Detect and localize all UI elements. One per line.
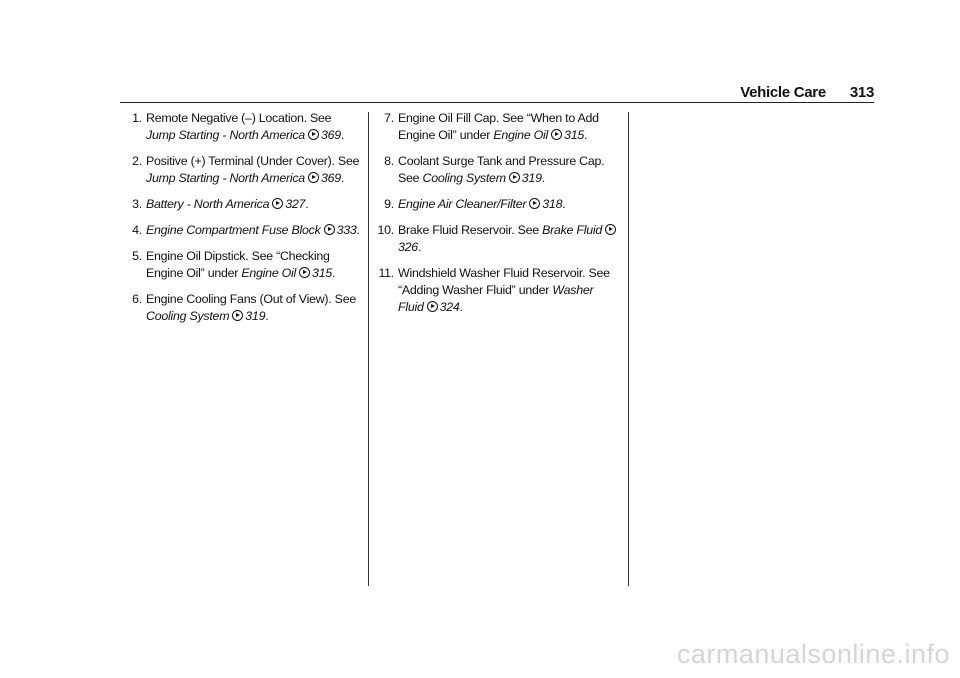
page-reference[interactable]: 327 — [285, 197, 306, 211]
page-reference[interactable]: 324 — [439, 300, 460, 314]
page-header — [0, 84, 874, 101]
item-number: 11. — [378, 266, 394, 280]
item-number: 2. — [132, 154, 142, 168]
page-reference[interactable]: 369 — [320, 128, 341, 142]
cross-reference-link[interactable]: Jump Starting - North America — [146, 171, 305, 185]
page-reference[interactable]: 319 — [521, 171, 542, 185]
list-item — [126, 248, 362, 282]
header-rule — [120, 102, 874, 103]
item-punct: . — [541, 171, 545, 185]
watermark — [0, 639, 960, 670]
item-text: Remote Negative (–) Location. See — [146, 111, 332, 125]
item-number: 9. — [384, 197, 394, 211]
cross-reference-link[interactable]: Washer Fluid — [398, 283, 594, 314]
middle-column — [372, 110, 622, 325]
page-reference-icon — [551, 129, 562, 140]
list-item — [372, 265, 622, 316]
list-item — [126, 110, 362, 144]
page-reference[interactable]: 333 — [336, 223, 357, 237]
item-punct: . — [340, 171, 345, 185]
section-title: Vehicle Care — [740, 84, 826, 101]
page-reference[interactable]: 326 — [398, 240, 418, 254]
cross-reference-link[interactable]: Jump Starting - North America — [146, 128, 305, 142]
item-number: 4. — [132, 223, 142, 237]
item-number: 6. — [132, 292, 142, 306]
cross-reference-link[interactable]: Cooling System — [422, 171, 506, 185]
item-punct: . — [459, 300, 463, 314]
page-reference-icon — [509, 172, 520, 183]
page-reference-icon — [529, 198, 540, 209]
page-reference-icon — [232, 310, 243, 321]
page-reference-icon — [605, 224, 616, 235]
item-number: 1. — [132, 111, 142, 125]
column-divider-1 — [368, 112, 369, 586]
watermark-text: carmanualsonline.info — [676, 639, 950, 669]
column-divider-2 — [628, 112, 629, 586]
page-reference[interactable]: 315 — [564, 128, 584, 142]
item-punct: . — [583, 128, 588, 142]
left-column — [126, 110, 362, 334]
item-number: 10. — [377, 223, 394, 237]
item-punct: . — [356, 223, 360, 237]
item-text: Coolant Surge Tank and Pressure Cap. See — [398, 154, 605, 185]
item-punct: . — [340, 128, 345, 142]
list-item — [126, 291, 362, 325]
item-punct: . — [417, 240, 422, 254]
page-reference-icon — [324, 224, 335, 235]
item-text: Engine Oil Dipstick. See “Checking Engine Oil” under — [146, 249, 330, 280]
item-number: 5. — [132, 249, 142, 263]
item-text: Engine Cooling Fans (Out of View). See — [146, 292, 356, 306]
item-number: 3. — [132, 197, 142, 211]
page-reference-icon — [299, 267, 310, 278]
list-item — [126, 222, 362, 239]
item-text: Engine Oil Fill Cap. See “When to Add Engine Oil” under — [398, 111, 599, 142]
cross-reference-link[interactable]: Engine Compartment Fuse Block — [146, 223, 321, 237]
page-reference-icon — [308, 172, 319, 183]
item-text: Brake Fluid Reservoir. See — [398, 223, 543, 237]
item-punct: . — [305, 197, 309, 211]
cross-reference-link[interactable]: Engine Air Cleaner/Filter — [398, 197, 527, 211]
page-reference[interactable]: 318 — [542, 197, 563, 211]
page-reference-icon — [427, 301, 438, 312]
item-text: Windshield Washer Fluid Reservoir. See “Adding Washer Fluid” under — [398, 266, 610, 297]
list-item — [372, 222, 622, 256]
item-punct: . — [562, 197, 566, 211]
page-reference-icon — [272, 198, 283, 209]
list-item — [126, 153, 362, 187]
page-reference[interactable]: 319 — [245, 309, 266, 323]
list-item — [372, 153, 622, 187]
item-punct: . — [265, 309, 269, 323]
list-item — [372, 196, 622, 213]
page-reference-icon — [308, 129, 319, 140]
list-item — [126, 196, 362, 213]
cross-reference-link[interactable]: Cooling System — [146, 309, 230, 323]
cross-reference-link[interactable]: Battery - North America — [146, 197, 270, 211]
cross-reference-link[interactable]: Brake Fluid — [542, 223, 602, 237]
item-punct: . — [331, 266, 336, 280]
cross-reference-link[interactable]: Engine Oil — [493, 128, 549, 142]
page-reference[interactable]: 369 — [320, 171, 341, 185]
page-reference[interactable]: 315 — [312, 266, 332, 280]
item-number: 8. — [384, 154, 394, 168]
cross-reference-link[interactable]: Engine Oil — [241, 266, 297, 280]
item-number: 7. — [384, 111, 394, 125]
item-text: Positive (+) Terminal (Under Cover). See — [146, 154, 360, 168]
list-item — [372, 110, 622, 144]
page-number: 313 — [849, 84, 874, 101]
